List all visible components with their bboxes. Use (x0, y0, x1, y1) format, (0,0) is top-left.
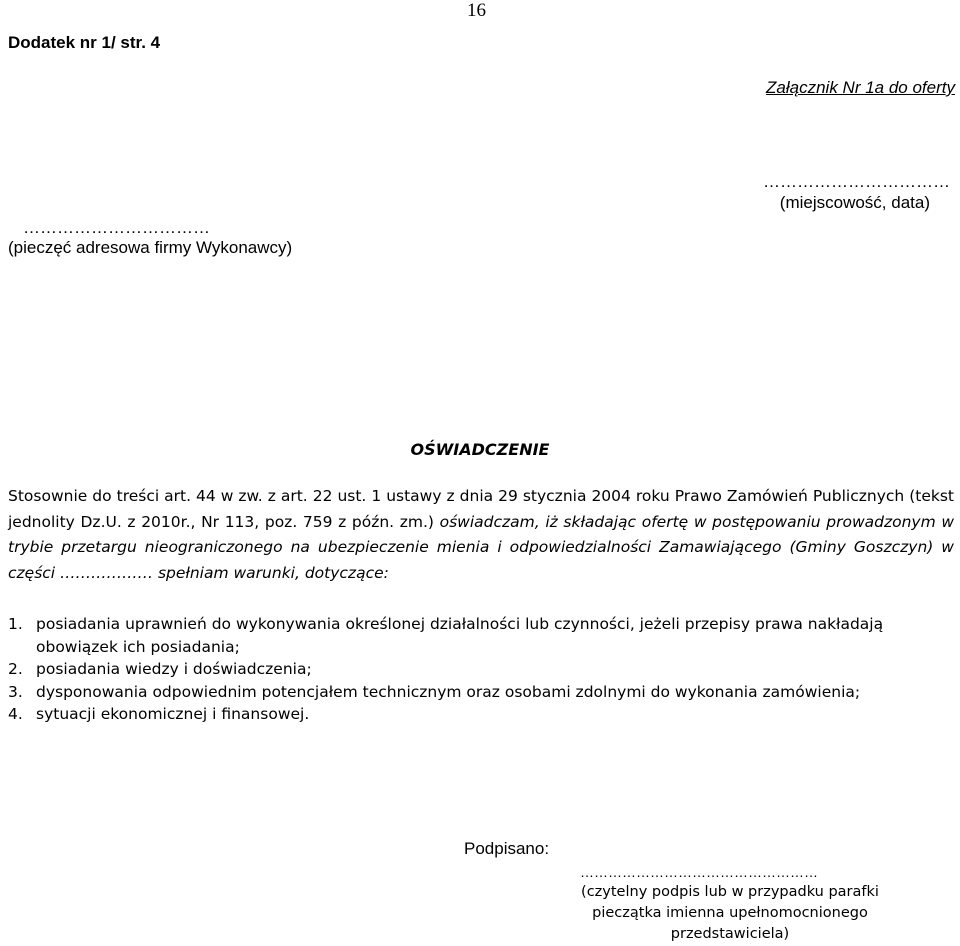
conditions-list (8, 613, 954, 726)
list-item-text: dysponowania odpowiednim potencjałem technicznym oraz osobami zdolnymi do wykonania zamówienia; (36, 682, 861, 701)
stamp-dots: …………………………… (23, 218, 210, 237)
signature-note-line: przedstawiciela) (670, 926, 790, 942)
list-item-number: 3. (8, 682, 23, 701)
list-item (8, 681, 954, 704)
list-item-text: posiadania uprawnień do wykonywania określonej działalności lub czynności, jeżeli przepisy prawa nakładają obowiązek ich posiadania; (36, 615, 884, 656)
list-item (8, 613, 954, 658)
statement-paragraph (8, 484, 954, 586)
signature-note (565, 882, 895, 945)
statement-declaration: oświadczam, iż składając ofertę w postępowaniu prowadzonym w trybie przetargu nieograniczonego na ubezpieczenie mienia i odpowiedzialności Zamawiającego (Gminy Goszczyn) w części ……………… spełniam warunki, dotyczące: (8, 512, 954, 582)
signature-dots: …………………………………………… (580, 864, 818, 880)
attachment-label: Załącznik Nr 1a do oferty (766, 78, 955, 97)
list-item (8, 658, 954, 681)
list-item-number: 4. (8, 705, 23, 723)
list-item-number: 1. (8, 615, 23, 633)
stamp-label: (pieczęć adresowa firmy Wykonawcy) (8, 238, 293, 257)
place-date-dots: …………………………… (763, 172, 950, 191)
signed-label: Podpisano: (464, 839, 550, 858)
statement-legal-basis: Stosownie do treści art. 44 w zw. z art. 22 ust. 1 ustawy z dnia 29 stycznia 2004 roku Prawo Zamówień Publicznych (tekst jednolity Dz.U. z 2010r., Nr 113, poz. 759 z późn. zm.) (8, 487, 954, 531)
page-number: 16 (467, 0, 486, 21)
document-title: OŚWIADCZENIE (410, 440, 550, 459)
list-item (8, 703, 954, 726)
list-item-text: sytuacji ekonomicznej i finansowej. (36, 705, 310, 723)
list-item-number: 2. (8, 660, 23, 678)
appendix-label: Dodatek nr 1/ str. 4 (8, 33, 161, 52)
signature-note-line: pieczątka imienna upełnomocnionego (592, 905, 868, 921)
place-date-label: (miejscowość, data) (779, 193, 930, 212)
signature-note-line: (czytelny podpis lub w przypadku parafki (581, 884, 879, 900)
list-item-text: posiadania wiedzy i doświadczenia; (36, 660, 312, 678)
